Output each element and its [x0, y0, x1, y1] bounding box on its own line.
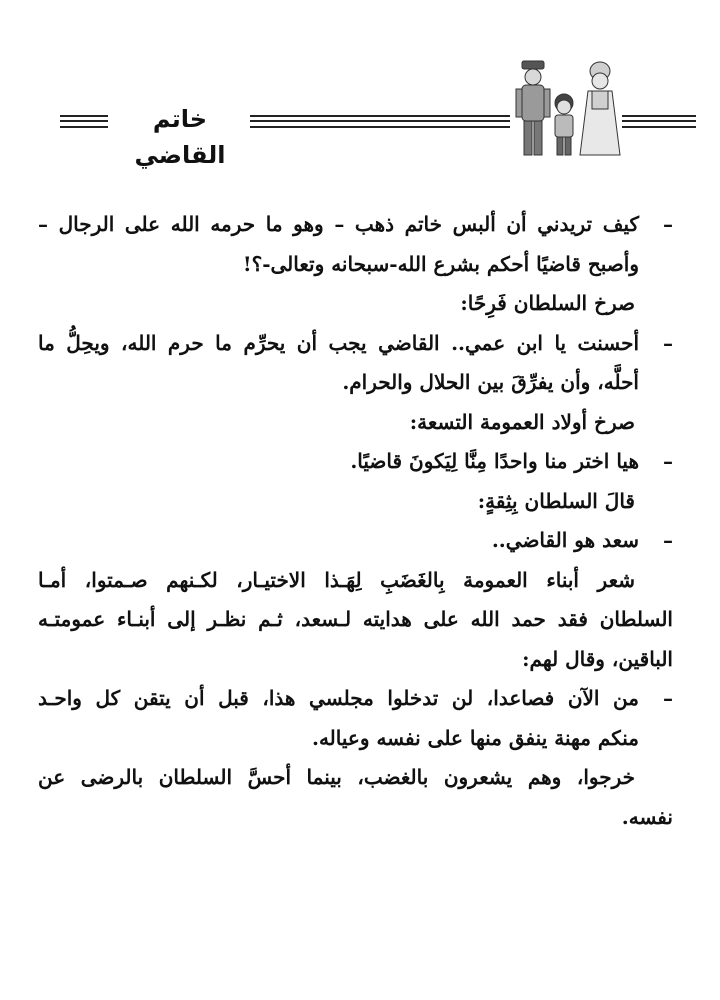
line-text: صرخ أولاد العمومة التسعة:	[409, 409, 635, 434]
narration-line	[38, 482, 673, 522]
narration-line	[38, 284, 673, 324]
header-rule-right	[622, 115, 696, 128]
dialogue-line	[38, 205, 673, 245]
narration-line	[38, 600, 673, 640]
chapter-header	[0, 55, 720, 169]
dialogue-continuation	[38, 363, 673, 403]
dialogue-dash: –	[663, 686, 673, 710]
line-text: من الآن فصاعدا، لن تدخلوا مجلسي هذا، قبل أن يتقن كل واحـد	[38, 686, 639, 710]
line-text: كيف تريدني أن ألبس خاتم ذهب – وهو ما حرمه الله على الرجال –	[38, 212, 639, 236]
dialogue-dash: –	[663, 449, 673, 473]
line-text: صرخ السلطان فَرِحًا:	[460, 291, 635, 315]
line-text: الباقين، وقال لهم:	[522, 646, 673, 671]
line-text: وأصبح قاضيًا أحكم بشرع الله-سبحانه وتعالى-؟!	[242, 251, 639, 276]
line-text: خرجوا، وهم يشعرون بالغضب، بينما أحسَّ السلطان بالرضى عن	[38, 765, 635, 789]
header-rule-middle	[250, 115, 510, 128]
line-text: منكم مهنة ينفق منها على نفسه وعياله.	[311, 725, 639, 750]
narration-line	[38, 640, 673, 680]
dialogue-dash: –	[663, 528, 673, 552]
characters-illustration	[512, 55, 624, 165]
dialogue-line	[38, 442, 673, 482]
line-text: هيا اختر منا واحدًا مِنَّا لِيَكونَ قاضيًا.	[350, 449, 639, 473]
line-text: قالَ السلطان بِثِقةٍ:	[477, 488, 635, 513]
narration-line	[38, 758, 673, 798]
line-text: السلطان فقد حمد الله على هدايته لـسعد، ثـم نظـر إلى أبنـاء عمومتـه	[38, 607, 673, 631]
dialogue-line	[38, 679, 673, 719]
line-text: نفسه.	[621, 804, 673, 829]
narration-line	[38, 403, 673, 443]
dialogue-continuation	[38, 719, 673, 759]
header-rule-left	[60, 115, 108, 128]
dialogue-line	[38, 324, 673, 364]
dialogue-dash: –	[663, 212, 673, 236]
dialogue-line	[38, 521, 673, 561]
narration-line	[38, 798, 673, 838]
line-text: أحسنت يا ابن عمي.. القاضي يجب أن يحرِّم ما حرم الله، ويحِلُّ ما	[38, 330, 639, 355]
dialogue-continuation	[38, 245, 673, 285]
story-text	[38, 205, 673, 837]
narration-line	[38, 561, 673, 601]
chapter-title: خاتم القاضي	[134, 105, 226, 169]
line-text: شعر أبناء العمومة بِالغَضَبِ لِهَـذا الاختيـار، لكـنهم صـمتوا، أمـا	[38, 567, 635, 592]
dialogue-dash: –	[663, 330, 673, 355]
line-text: أحلَّه، وأن يفرِّقَ بين الحلال والحرام.	[342, 370, 639, 394]
line-text: سعد هو القاضي..	[491, 528, 639, 552]
